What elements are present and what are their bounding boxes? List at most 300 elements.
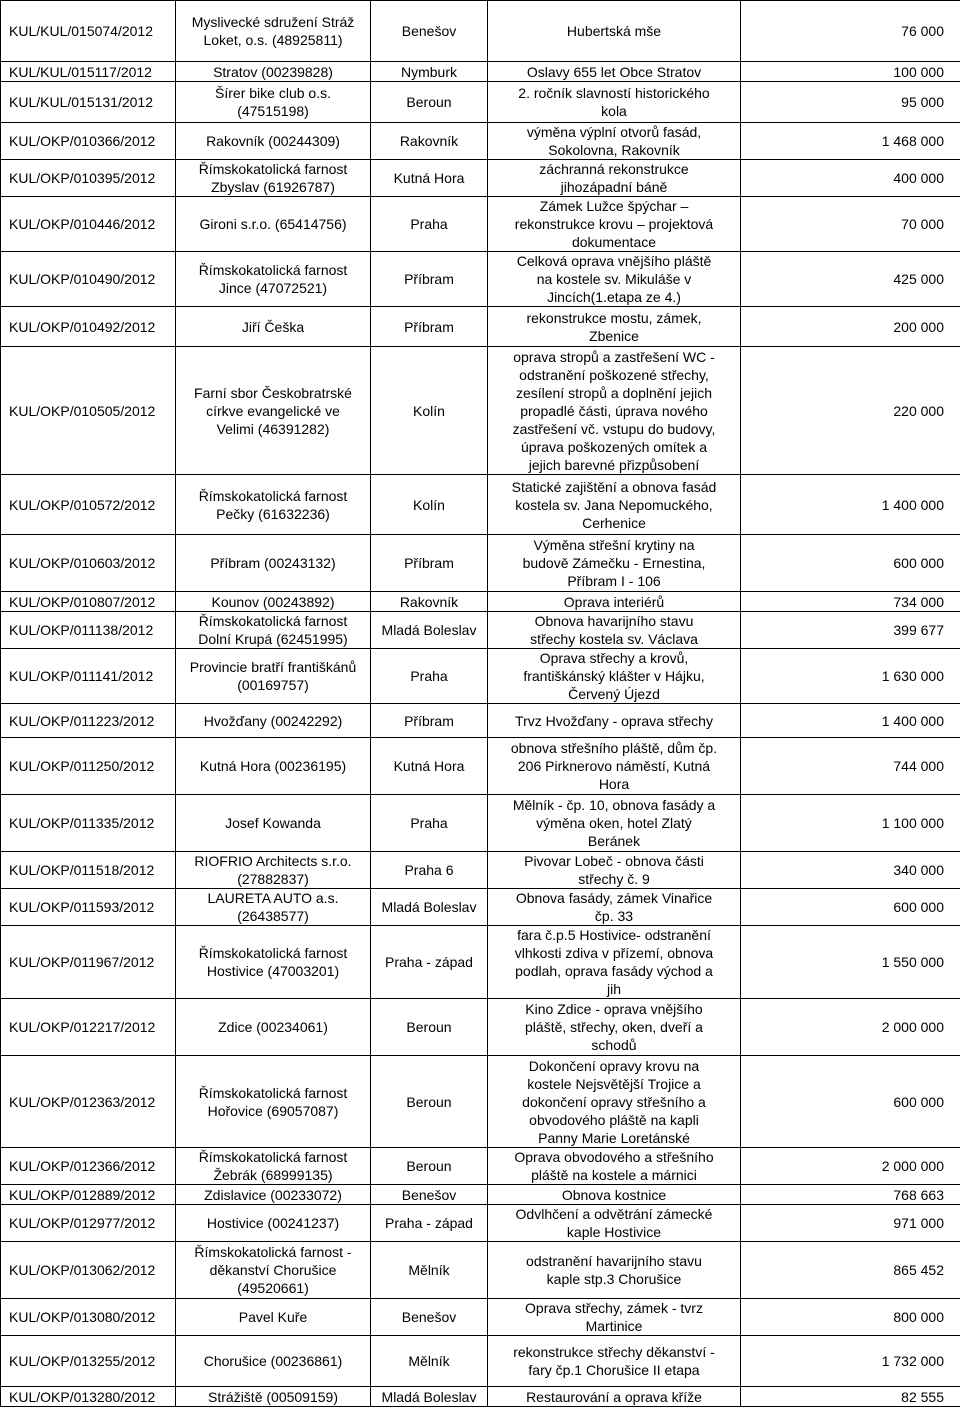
amount-cell xyxy=(741,612,960,649)
amount-cell xyxy=(741,1056,960,1148)
district-cell-text: Rakovník xyxy=(399,593,459,610)
registration-number-cell xyxy=(1,795,176,852)
amount-cell-text: 865 452 xyxy=(893,1262,944,1278)
table-row xyxy=(1,1299,960,1336)
applicant-cell-text: Strážiště (00509159) xyxy=(208,1388,338,1405)
applicant-cell-text: Římskokatolická farnost Dolní Krupá (62451995) xyxy=(198,613,348,647)
applicant-cell-text: RIOFRIO Architects s.r.o. (27882837) xyxy=(194,853,352,887)
table-row xyxy=(1,999,960,1056)
district-cell-text: Praha - západ xyxy=(385,954,473,970)
applicant-cell xyxy=(176,1205,371,1242)
district-cell-text: Mladá Boleslav xyxy=(381,1388,477,1405)
table-row xyxy=(1,1,960,62)
registration-number-cell xyxy=(1,1242,176,1299)
project-cell xyxy=(488,82,741,123)
registration-number-cell-text: KUL/OKP/010366/2012 xyxy=(9,133,156,149)
district-cell xyxy=(371,347,488,475)
amount-cell xyxy=(741,160,960,197)
amount-cell xyxy=(741,852,960,889)
registration-number-cell xyxy=(1,926,176,999)
registration-number-cell xyxy=(1,1185,176,1205)
district-cell-text: Mělník xyxy=(408,1353,450,1369)
table-row xyxy=(1,347,960,475)
registration-number-cell-text: KUL/OKP/011518/2012 xyxy=(9,862,155,878)
amount-cell xyxy=(741,1185,960,1205)
project-cell-text: Trvz Hvožďany - oprava střechy xyxy=(515,712,713,729)
project-cell xyxy=(488,123,741,160)
applicant-cell xyxy=(176,475,371,535)
applicant-cell xyxy=(176,160,371,197)
project-cell xyxy=(488,1299,741,1336)
district-cell xyxy=(371,1242,488,1299)
applicant-cell xyxy=(176,612,371,649)
amount-cell-text: 1 100 000 xyxy=(881,815,944,831)
district-cell xyxy=(371,197,488,252)
amount-cell-text: 1 630 000 xyxy=(881,668,944,684)
district-cell xyxy=(371,123,488,160)
project-cell xyxy=(488,1148,741,1185)
district-cell-text: Mělník xyxy=(408,1262,450,1278)
district-cell xyxy=(371,1387,488,1407)
applicant-cell xyxy=(176,1336,371,1387)
registration-number-cell xyxy=(1,738,176,795)
table-row xyxy=(1,795,960,852)
amount-cell-text: 971 000 xyxy=(893,1215,944,1231)
amount-cell xyxy=(741,307,960,347)
registration-number-cell-text: KUL/KUL/015131/2012 xyxy=(9,94,153,110)
district-cell xyxy=(371,704,488,738)
district-cell-text: Kolín xyxy=(413,402,445,419)
applicant-cell xyxy=(176,999,371,1056)
project-cell xyxy=(488,1387,741,1407)
project-cell-text: fara č.p.5 Hostivice- odstranění vlhkosti zdiva v přízemí, obnova podlah, oprava fasády východ a jih xyxy=(514,927,714,997)
applicant-cell xyxy=(176,738,371,795)
project-cell xyxy=(488,307,741,347)
applicant-cell xyxy=(176,347,371,475)
project-cell-text: Odvlhčení a odvětrání zámecké kaple Hostivice xyxy=(515,1206,713,1240)
district-cell xyxy=(371,475,488,535)
applicant-cell-text: Římskokatolická farnost Zbyslav (61926787) xyxy=(198,161,348,195)
applicant-cell xyxy=(176,1185,371,1205)
project-cell-text: Celková oprava vnějšího pláště na kostele sv. Mikuláše v Jincích(1.etapa ze 4.) xyxy=(516,253,712,305)
project-cell-text: Hubertská mše xyxy=(566,23,662,39)
amount-cell-text: 70 000 xyxy=(901,216,944,232)
registration-number-cell xyxy=(1,1148,176,1185)
amount-cell xyxy=(741,475,960,535)
district-cell xyxy=(371,852,488,889)
amount-cell-text: 600 000 xyxy=(893,1093,944,1110)
table-row xyxy=(1,160,960,197)
amount-cell xyxy=(741,738,960,795)
registration-number-cell-text: KUL/OKP/011138/2012 xyxy=(9,622,154,638)
applicant-cell xyxy=(176,1299,371,1336)
registration-number-cell-text: KUL/OKP/012363/2012 xyxy=(9,1093,156,1110)
applicant-cell xyxy=(176,197,371,252)
amount-cell-text: 768 663 xyxy=(893,1186,944,1203)
project-cell xyxy=(488,62,741,82)
project-cell xyxy=(488,999,741,1056)
amount-cell-text: 100 000 xyxy=(893,63,944,80)
applicant-cell xyxy=(176,252,371,307)
project-cell-text: 2. ročník slavností historického kola xyxy=(518,85,710,119)
table-row xyxy=(1,62,960,82)
registration-number-cell xyxy=(1,649,176,704)
district-cell-text: Beroun xyxy=(406,1019,452,1035)
district-cell-text: Kutná Hora xyxy=(393,170,465,186)
amount-cell-text: 600 000 xyxy=(893,555,944,571)
amount-cell-text: 2 000 000 xyxy=(881,1019,944,1035)
amount-cell xyxy=(741,999,960,1056)
project-cell-text: Obnova fasády, zámek Vinařice čp. 33 xyxy=(515,890,713,924)
district-cell-text: Praha xyxy=(410,216,448,232)
project-cell xyxy=(488,1242,741,1299)
district-cell xyxy=(371,160,488,197)
project-cell-text: Oslavy 655 let Obce Stratov xyxy=(526,63,702,80)
registration-number-cell-text: KUL/OKP/010446/2012 xyxy=(9,216,156,232)
applicant-cell-text: Josef Kowanda xyxy=(225,815,321,831)
registration-number-cell-text: KUL/KUL/015074/2012 xyxy=(9,23,153,39)
district-cell xyxy=(371,649,488,704)
registration-number-cell-text: KUL/OKP/011335/2012 xyxy=(9,815,155,831)
registration-number-cell-text: KUL/OKP/012366/2012 xyxy=(9,1158,156,1174)
district-cell xyxy=(371,62,488,82)
registration-number-cell-text: KUL/OKP/013062/2012 xyxy=(9,1262,156,1278)
amount-cell-text: 744 000 xyxy=(893,758,944,774)
applicant-cell-text: Římskokatolická farnost Hořovice (69057087) xyxy=(198,1084,348,1119)
amount-cell-text: 1 400 000 xyxy=(881,712,944,729)
project-cell xyxy=(488,704,741,738)
table-row xyxy=(1,1148,960,1185)
project-cell xyxy=(488,612,741,649)
applicant-cell-text: Hvožďany (00242292) xyxy=(203,712,343,729)
applicant-cell-text: Zdislavice (00233072) xyxy=(204,1186,342,1203)
applicant-cell xyxy=(176,535,371,592)
district-cell-text: Kutná Hora xyxy=(393,758,465,774)
district-cell xyxy=(371,252,488,307)
project-cell xyxy=(488,889,741,926)
registration-number-cell xyxy=(1,1056,176,1148)
table-row xyxy=(1,1387,960,1407)
district-cell xyxy=(371,1185,488,1205)
registration-number-cell-text: KUL/OKP/011250/2012 xyxy=(9,758,155,774)
amount-cell xyxy=(741,82,960,123)
table-row xyxy=(1,1205,960,1242)
table-row xyxy=(1,704,960,738)
applicant-cell-text: Rakovník (00244309) xyxy=(206,133,340,149)
project-cell xyxy=(488,1336,741,1387)
project-cell-text: Statické zajištění a obnova fasád kostela sv. Jana Nepomuckého, Cerhenice xyxy=(511,478,717,531)
registration-number-cell-text: KUL/OKP/010505/2012 xyxy=(9,402,156,419)
applicant-cell xyxy=(176,82,371,123)
table-row xyxy=(1,1242,960,1299)
project-cell-text: Dokončení opravy krovu na kostele Nejsvětější Trojice a dokončení opravy střešního a obvodového pláště na kapli Panny Marie Loretánské xyxy=(522,1057,706,1146)
project-cell-text: záchranná rekonstrukce jihozápadní báně xyxy=(539,161,689,195)
district-cell-text: Příbram xyxy=(404,712,454,729)
project-cell-text: Zámek Lužce špýchar – rekonstrukce krovu – projektová dokumentace xyxy=(514,198,714,250)
amount-cell-text: 800 000 xyxy=(893,1309,944,1325)
district-cell-text: Příbram xyxy=(404,271,454,287)
registration-number-cell xyxy=(1,1387,176,1407)
district-cell-text: Praha 6 xyxy=(404,862,454,878)
project-cell xyxy=(488,535,741,592)
district-cell xyxy=(371,82,488,123)
district-cell xyxy=(371,1056,488,1148)
registration-number-cell-text: KUL/OKP/010807/2012 xyxy=(9,593,156,610)
amount-cell xyxy=(741,649,960,704)
registration-number-cell xyxy=(1,592,176,612)
project-cell-text: rekonstrukce mostu, zámek, Zbenice xyxy=(526,309,702,344)
project-cell xyxy=(488,795,741,852)
project-cell-text: Oprava střechy, zámek - tvrz Martinice xyxy=(525,1300,703,1334)
applicant-cell xyxy=(176,704,371,738)
district-cell-text: Mladá Boleslav xyxy=(381,899,477,915)
project-cell xyxy=(488,852,741,889)
project-cell xyxy=(488,1,741,62)
applicant-cell-text: Myslivecké sdružení Stráž Loket, o.s. (48925811) xyxy=(191,14,355,48)
amount-cell xyxy=(741,347,960,475)
applicant-cell-text: Šírer bike club o.s. (47515198) xyxy=(215,85,331,119)
registration-number-cell xyxy=(1,1205,176,1242)
district-cell-text: Praha - západ xyxy=(385,1215,473,1231)
registration-number-cell-text: KUL/KUL/015117/2012 xyxy=(9,63,152,80)
registration-number-cell xyxy=(1,82,176,123)
district-cell xyxy=(371,1336,488,1387)
project-cell xyxy=(488,197,741,252)
project-cell xyxy=(488,738,741,795)
registration-number-cell-text: KUL/OKP/011967/2012 xyxy=(9,954,155,970)
district-cell xyxy=(371,795,488,852)
registration-number-cell-text: KUL/OKP/010572/2012 xyxy=(9,496,156,513)
table-row xyxy=(1,535,960,592)
amount-cell xyxy=(741,889,960,926)
registration-number-cell-text: KUL/OKP/011141/2012 xyxy=(9,668,154,684)
district-cell-text: Benešov xyxy=(401,23,457,39)
table-row xyxy=(1,889,960,926)
registration-number-cell xyxy=(1,704,176,738)
project-cell-text: Oprava interiérů xyxy=(563,593,665,610)
project-cell-text: Obnova kostnice xyxy=(561,1186,667,1203)
registration-number-cell-text: KUL/OKP/010603/2012 xyxy=(9,555,156,571)
district-cell xyxy=(371,926,488,999)
registration-number-cell xyxy=(1,307,176,347)
district-cell xyxy=(371,1,488,62)
registration-number-cell xyxy=(1,62,176,82)
applicant-cell-text: Farní sbor Českobratrské církve evangelické ve Velimi (46391282) xyxy=(194,384,352,437)
registration-number-cell-text: KUL/OKP/010492/2012 xyxy=(9,318,156,335)
applicant-cell xyxy=(176,1148,371,1185)
project-cell-text: Výměna střešní krytiny na budově Zámečku - Ernestina, Příbram I - 106 xyxy=(522,537,706,589)
registration-number-cell xyxy=(1,347,176,475)
table-row xyxy=(1,475,960,535)
amount-cell-text: 600 000 xyxy=(893,899,944,915)
district-cell xyxy=(371,889,488,926)
registration-number-cell-text: KUL/OKP/012217/2012 xyxy=(9,1019,156,1035)
amount-cell xyxy=(741,795,960,852)
district-cell-text: Kolín xyxy=(413,496,445,513)
project-cell-text: Oprava střechy a krovů, františkánský klášter v Hájku, Červený Újezd xyxy=(523,650,705,702)
project-cell-text: Restaurování a oprava kříže xyxy=(526,1388,702,1405)
amount-cell-text: 220 000 xyxy=(893,402,944,419)
amount-cell-text: 399 677 xyxy=(893,622,944,638)
registration-number-cell-text: KUL/OKP/011593/2012 xyxy=(9,899,155,915)
district-cell-text: Mladá Boleslav xyxy=(381,622,477,638)
applicant-cell-text: Stratov (00239828) xyxy=(213,63,333,80)
registration-number-cell xyxy=(1,123,176,160)
registration-number-cell xyxy=(1,852,176,889)
amount-cell-text: 1 400 000 xyxy=(881,496,944,513)
project-cell xyxy=(488,1185,741,1205)
table-row xyxy=(1,123,960,160)
amount-cell-text: 82 555 xyxy=(901,1388,944,1405)
project-cell xyxy=(488,1205,741,1242)
district-cell xyxy=(371,1148,488,1185)
project-cell-text: rekonstrukce střechy děkanství - fary čp.1 Chorušice II etapa xyxy=(513,1344,715,1378)
project-cell xyxy=(488,475,741,535)
registration-number-cell xyxy=(1,999,176,1056)
applicant-cell-text: Jiří Češka xyxy=(241,318,305,335)
table-row xyxy=(1,649,960,704)
district-cell xyxy=(371,307,488,347)
amount-cell xyxy=(741,535,960,592)
applicant-cell-text: Zdice (00234061) xyxy=(218,1019,328,1035)
registration-number-cell xyxy=(1,612,176,649)
amount-cell-text: 400 000 xyxy=(893,170,944,186)
district-cell-text: Beroun xyxy=(406,94,452,110)
amount-cell-text: 95 000 xyxy=(901,94,944,110)
amount-cell xyxy=(741,1242,960,1299)
registration-number-cell xyxy=(1,889,176,926)
table-row xyxy=(1,82,960,123)
project-cell-text: odstranění havarijního stavu kaple stp.3 Chorušice xyxy=(526,1253,702,1287)
amount-cell-text: 340 000 xyxy=(893,862,944,878)
district-cell-text: Benešov xyxy=(401,1186,457,1203)
applicant-cell xyxy=(176,307,371,347)
amount-cell xyxy=(741,197,960,252)
project-cell-text: Oprava obvodového a střešního pláště na kostele a márnici xyxy=(514,1149,714,1183)
district-cell xyxy=(371,612,488,649)
amount-cell-text: 425 000 xyxy=(893,271,944,287)
table-row xyxy=(1,852,960,889)
registration-number-cell xyxy=(1,475,176,535)
project-cell-text: Pivovar Lobeč - obnova části střechy č. 9 xyxy=(524,853,704,887)
district-cell-text: Praha xyxy=(410,668,448,684)
district-cell-text: Beroun xyxy=(406,1093,452,1110)
registration-number-cell-text: KUL/OKP/011223/2012 xyxy=(9,712,155,729)
table-row xyxy=(1,926,960,999)
district-cell-text: Praha xyxy=(410,815,448,831)
district-cell-text: Benešov xyxy=(401,1309,457,1325)
applicant-cell-text: Gironi s.r.o. (65414756) xyxy=(199,216,347,232)
project-cell xyxy=(488,347,741,475)
table-row xyxy=(1,1056,960,1148)
applicant-cell xyxy=(176,123,371,160)
amount-cell-text: 1 468 000 xyxy=(881,133,944,149)
registration-number-cell xyxy=(1,1336,176,1387)
applicant-cell xyxy=(176,1242,371,1299)
applicant-cell xyxy=(176,852,371,889)
registration-number-cell-text: KUL/OKP/010490/2012 xyxy=(9,271,156,287)
amount-cell-text: 2 000 000 xyxy=(881,1158,944,1174)
applicant-cell-text: Provincie bratří františkánů (00169757) xyxy=(189,659,357,693)
amount-cell-text: 200 000 xyxy=(893,318,944,335)
applicant-cell xyxy=(176,592,371,612)
amount-cell xyxy=(741,926,960,999)
district-cell xyxy=(371,999,488,1056)
registration-number-cell xyxy=(1,1,176,62)
project-cell xyxy=(488,160,741,197)
table-row xyxy=(1,738,960,795)
amount-cell-text: 1 732 000 xyxy=(881,1353,944,1369)
table-row xyxy=(1,1185,960,1205)
amount-cell-text: 1 550 000 xyxy=(881,954,944,970)
district-cell-text: Rakovník xyxy=(399,133,459,149)
amount-cell xyxy=(741,1336,960,1387)
project-cell xyxy=(488,252,741,307)
project-cell xyxy=(488,926,741,999)
table-row xyxy=(1,592,960,612)
table-row xyxy=(1,197,960,252)
amount-cell xyxy=(741,62,960,82)
registration-number-cell xyxy=(1,535,176,592)
district-cell xyxy=(371,592,488,612)
amount-cell xyxy=(741,1299,960,1336)
table-row xyxy=(1,307,960,347)
registration-number-cell-text: KUL/OKP/013080/2012 xyxy=(9,1309,156,1325)
applicant-cell xyxy=(176,795,371,852)
registration-number-cell-text: KUL/OKP/012977/2012 xyxy=(9,1215,156,1231)
project-cell-text: výměna výplní otvorů fasád, Sokolovna, Rakovník xyxy=(526,124,702,158)
registration-number-cell xyxy=(1,197,176,252)
table-row xyxy=(1,1336,960,1387)
amount-cell xyxy=(741,1387,960,1407)
district-cell-text: Nymburk xyxy=(400,63,457,80)
amount-cell xyxy=(741,1148,960,1185)
project-cell-text: oprava stropů a zastřešení WC - odstranění poškozené střechy, zesílení stropů a doplnění jejich propadlé části, úprava nového zastřešení vč. vstupu do budovy, úprava poškozených omítek a jejich barevné přizpůsobení xyxy=(512,348,716,473)
amount-cell xyxy=(741,123,960,160)
applicant-cell-text: Římskokatolická farnost Žebrák (68999135) xyxy=(198,1149,348,1183)
district-cell xyxy=(371,535,488,592)
applicant-cell-text: Římskokatolická farnost - děkanství Chorušice (49520661) xyxy=(194,1244,352,1296)
project-cell-text: Mělník - čp. 10, obnova fasády a výměna oken, hotel Zlatý Beránek xyxy=(512,797,716,849)
applicant-cell xyxy=(176,1387,371,1407)
grants-table-body xyxy=(1,1,960,1407)
table-row xyxy=(1,612,960,649)
amount-cell xyxy=(741,592,960,612)
project-cell xyxy=(488,592,741,612)
district-cell xyxy=(371,1205,488,1242)
project-cell xyxy=(488,649,741,704)
project-cell xyxy=(488,1056,741,1148)
applicant-cell xyxy=(176,926,371,999)
applicant-cell-text: Římskokatolická farnost Pečky (61632236) xyxy=(198,487,348,522)
registration-number-cell-text: KUL/OKP/010395/2012 xyxy=(9,170,156,186)
applicant-cell xyxy=(176,1,371,62)
applicant-cell-text: Pavel Kuře xyxy=(238,1309,308,1325)
applicant-cell-text: Chorušice (00236861) xyxy=(203,1353,343,1369)
applicant-cell xyxy=(176,1056,371,1148)
registration-number-cell xyxy=(1,160,176,197)
registration-number-cell-text: KUL/OKP/013280/2012 xyxy=(9,1388,156,1405)
registration-number-cell xyxy=(1,1299,176,1336)
amount-cell xyxy=(741,252,960,307)
applicant-cell-text: Hostivice (00241237) xyxy=(206,1215,340,1231)
applicant-cell xyxy=(176,889,371,926)
applicant-cell-text: LAURETA AUTO a.s. (26438577) xyxy=(207,890,339,924)
registration-number-cell xyxy=(1,252,176,307)
amount-cell xyxy=(741,1205,960,1242)
district-cell xyxy=(371,738,488,795)
amount-cell xyxy=(741,1,960,62)
